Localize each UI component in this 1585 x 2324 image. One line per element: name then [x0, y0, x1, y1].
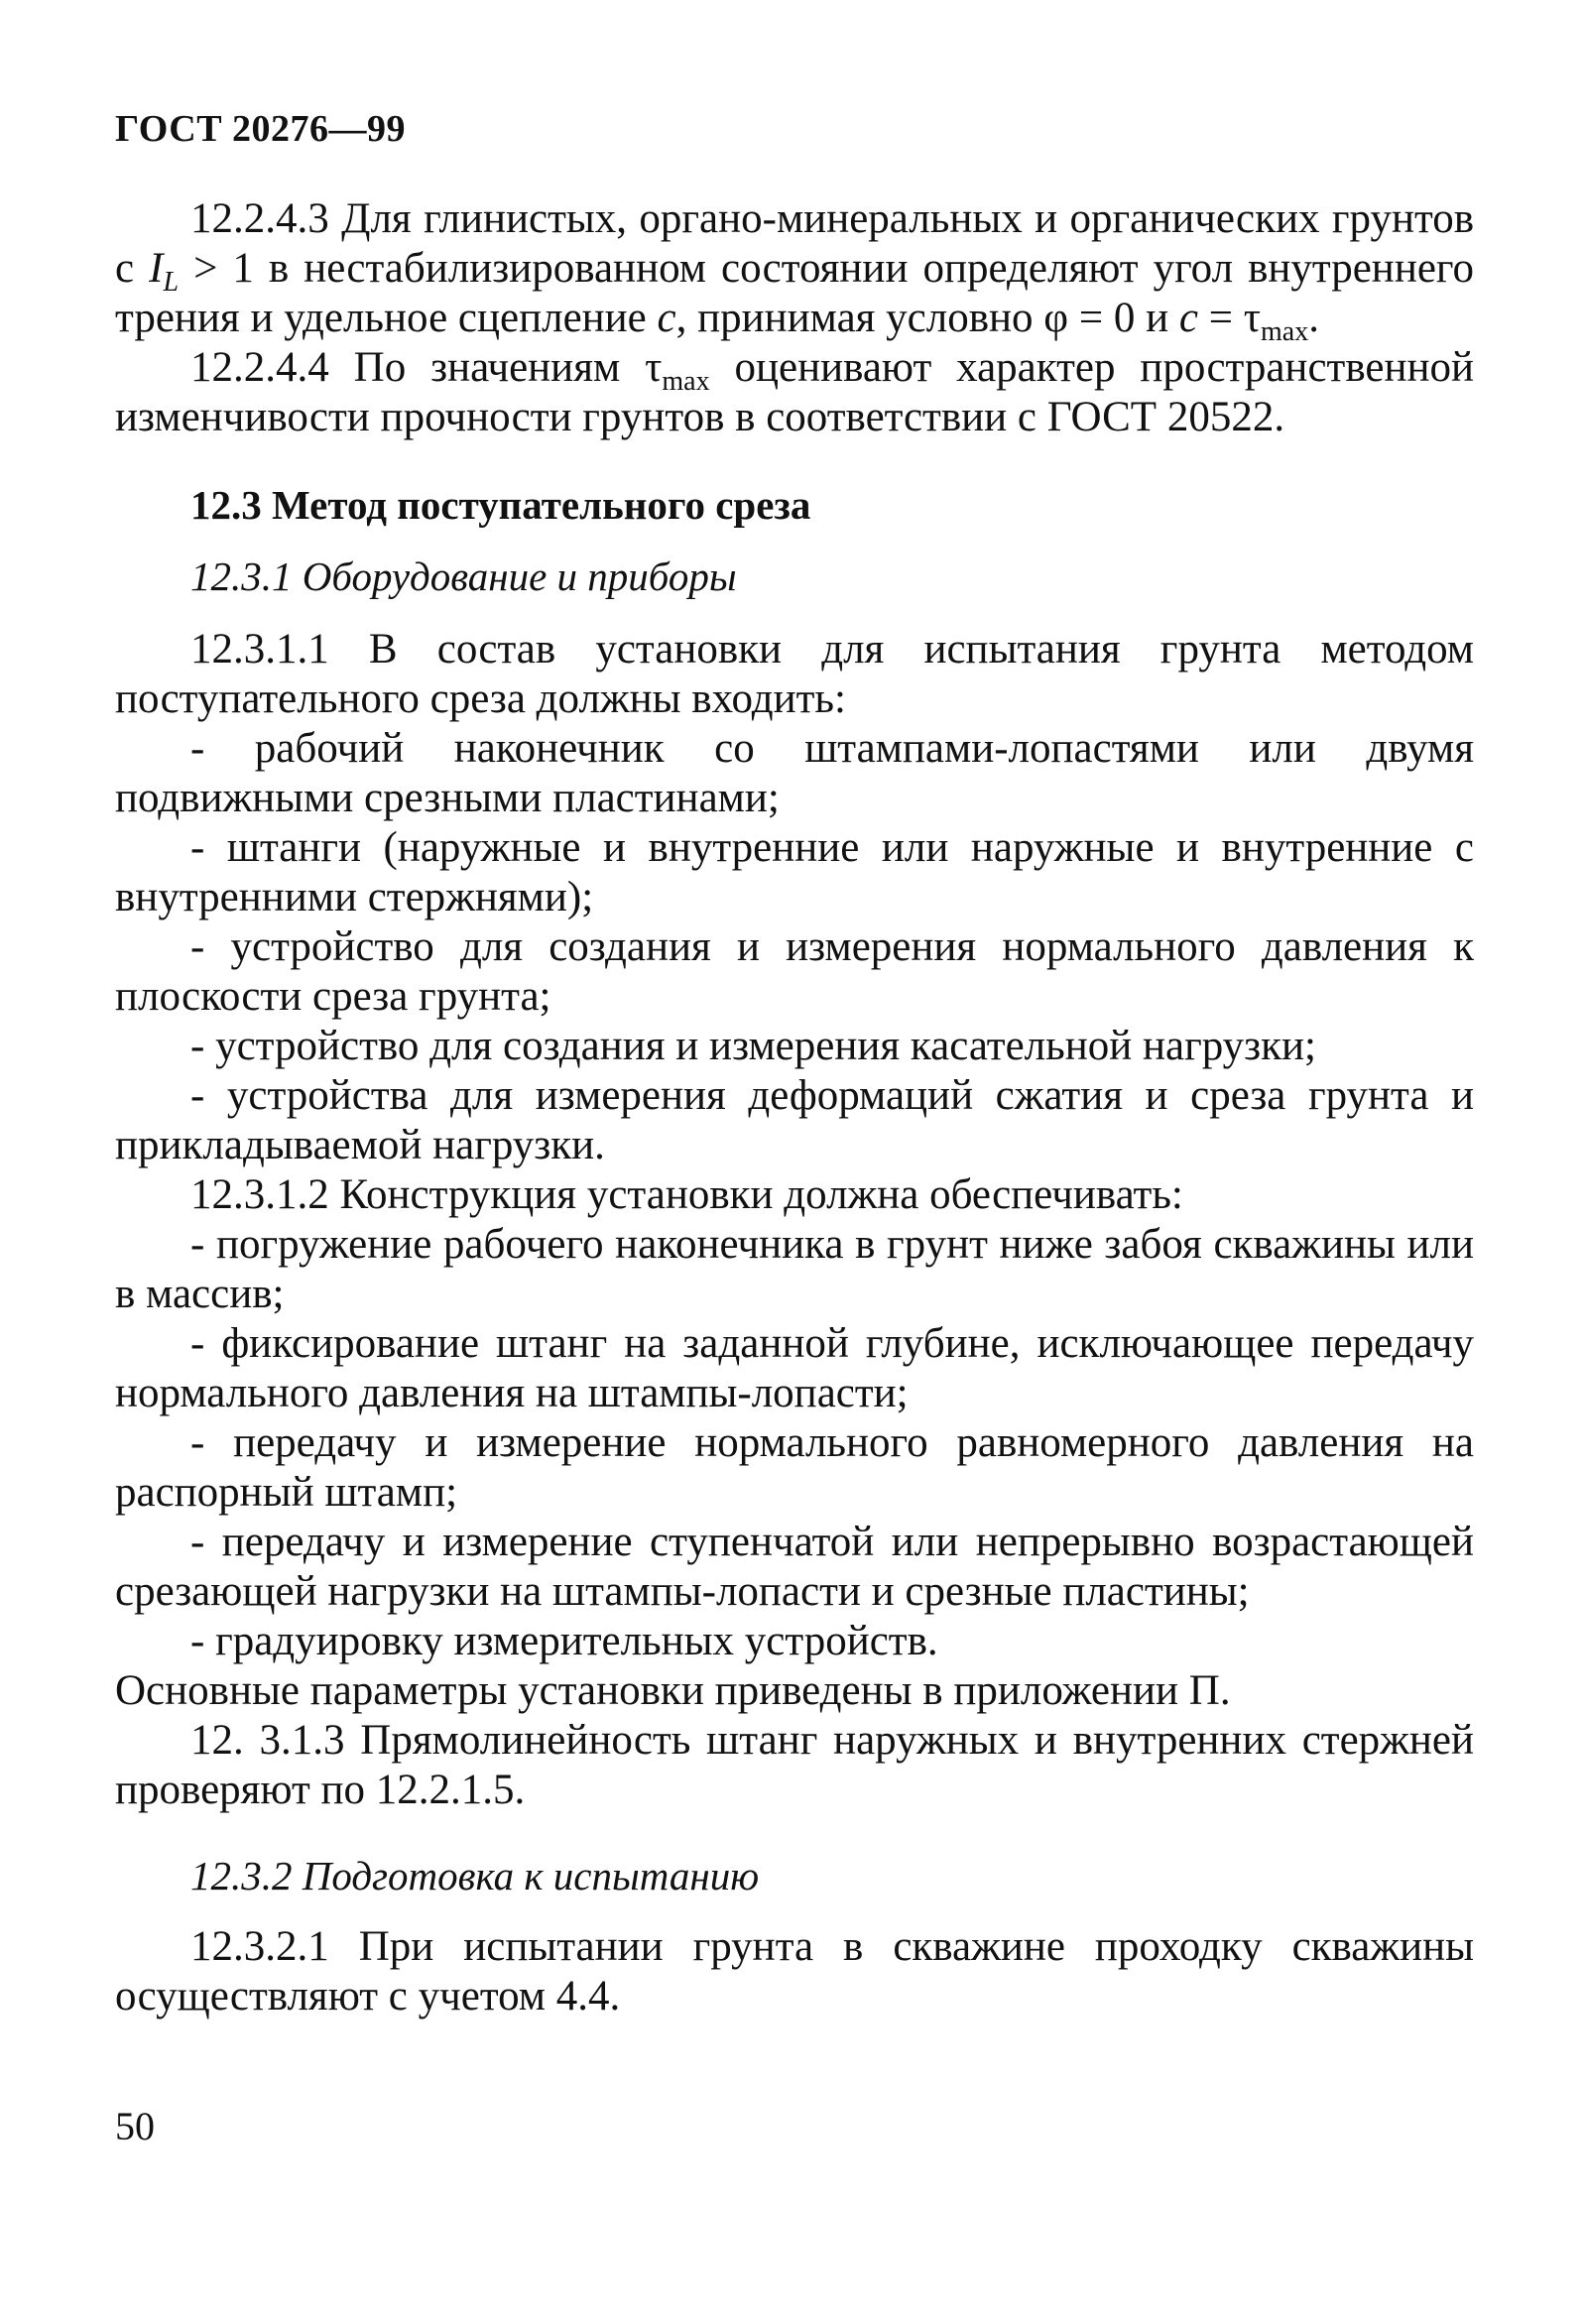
- list-item: - погружение рабочего наконечника в грунт ниже забоя скважины или в массив;: [115, 1221, 1474, 1317]
- subscript-max: max: [662, 366, 710, 397]
- text-run: 12.2.4.3 Для глинистых, органо-минеральных и органических грунтов с: [115, 195, 1474, 292]
- subscript-max: max: [1261, 316, 1309, 347]
- text-run: 12.2.4.4 По значениям τ: [190, 344, 663, 391]
- paragraph-main-params: Основные параметры установки приведены в приложении П.: [115, 1667, 1231, 1714]
- variable-c: c: [1178, 295, 1198, 341]
- list-item: - устройство для создания и измерения нормального давления к плоскости среза грунта;: [115, 923, 1474, 1020]
- subscript-l: L: [163, 267, 180, 298]
- text-run: > 1 в нестабилизированном состоянии определяют угол внутреннего трения и удельное сцепление: [115, 245, 1474, 341]
- list-item: - устройства для измерения деформаций сжатия и среза грунта и прикладываемой нагрузки.: [115, 1072, 1474, 1168]
- subsection-title-12-3-2: 12.3.2 Подготовка к испытанию: [190, 1853, 760, 1898]
- text-run: .: [1308, 295, 1319, 341]
- section-title-12-3: 12.3 Метод поступательного среза: [190, 482, 811, 528]
- document-body: [115, 194, 1474, 2021]
- paragraph-12-2-4-3: [115, 194, 1474, 347]
- list-item: - передачу и измерение ступенчатой или непрерывно возрастающей срезающей нагрузки на штампы-лопасти и срезные пластины;: [115, 1519, 1474, 1615]
- paragraph-12-2-4-4: [115, 343, 1474, 442]
- subsection-title-12-3-1: 12.3.1 Оборудование и приборы: [190, 553, 737, 599]
- variable-il: I: [149, 245, 164, 292]
- list-item: - штанги (наружные и внутренние или наружные и внутренние с внутренними стержнями);: [115, 824, 1474, 920]
- paragraph-12-3-1-1: 12.3.1.1 В состав установки для испытания грунта методом поступательного среза должны входить:: [115, 626, 1474, 722]
- variable-c: c: [657, 295, 676, 341]
- list-item: - передачу и измерение нормального равномерного давления на распорный штамп;: [115, 1419, 1474, 1516]
- text-run: = τ: [1197, 295, 1261, 341]
- list-item: - устройство для создания и измерения касательной нагрузки;: [190, 1023, 1317, 1069]
- page-number: 50: [115, 2104, 155, 2148]
- text-run: оценивают характер пространственной изменчивости прочности грунтов в соответствии с ГОСТ 20522.: [115, 344, 1474, 440]
- list-12-3-1-2: [115, 1220, 1474, 1666]
- list-item: - рабочий наконечник со штампами-лопастями или двумя подвижными срезными пластинами;: [115, 725, 1474, 821]
- list-12-3-1-1: [115, 724, 1474, 1170]
- paragraph-12-3-1-3: 12. 3.1.3 Прямолинейность штанг наружных и внутренних стержней проверяют по 12.2.1.5.: [115, 1717, 1474, 1813]
- paragraph-12-3-1-2: 12.3.1.2 Конструкция установки должна обеспечивать:: [190, 1171, 1183, 1218]
- text-run: , принимая условно φ = 0 и: [675, 295, 1179, 341]
- paragraph-12-3-2-1: 12.3.2.1 При испытании грунта в скважине проходку скважины осуществляют с учетом 4.4.: [115, 1923, 1474, 2019]
- list-item: - фиксирование штанг на заданной глубине, исключающее передачу нормального давления на штампы-лопасти;: [115, 1320, 1474, 1416]
- document-header: ГОСТ 20276—99: [115, 108, 407, 150]
- list-item: - градуировку измерительных устройств.: [190, 1618, 938, 1664]
